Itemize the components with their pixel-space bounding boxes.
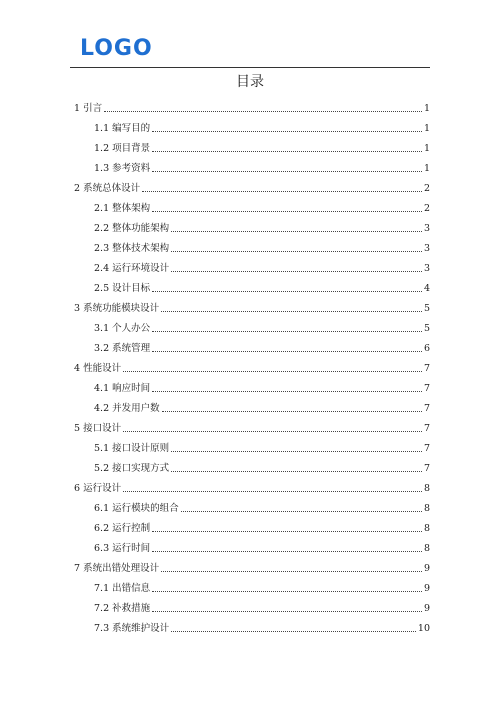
toc-entry-title: 2.2 整体功能架构: [94, 223, 170, 234]
toc-entry-title: 6 运行设计: [74, 483, 122, 494]
toc-entry[interactable]: [74, 95, 430, 115]
toc-dot-leader: [152, 391, 422, 392]
toc-entry[interactable]: [74, 575, 430, 595]
toc-entry[interactable]: [74, 535, 430, 555]
toc-dot-leader: [123, 371, 422, 372]
logo: LOGO: [80, 36, 153, 61]
toc-page-number: 2: [423, 183, 430, 194]
toc-dot-leader: [123, 491, 422, 492]
toc-dot-leader: [152, 151, 422, 152]
toc-page-number: 7: [423, 463, 430, 474]
toc-entry-title: 1.3 参考资料: [94, 163, 151, 174]
toc-dot-leader: [162, 411, 422, 412]
toc-dot-leader: [152, 531, 422, 532]
toc-entry[interactable]: [74, 455, 430, 475]
toc-entry-title: 7 系统出错处理设计: [74, 563, 160, 574]
toc-page-number: 8: [423, 543, 430, 554]
toc-page-number: 1: [423, 163, 430, 174]
toc-entry-title: 5.1 接口设计原则: [94, 443, 170, 454]
toc-entry[interactable]: [74, 315, 430, 335]
toc-entry-title: 5 接口设计: [74, 423, 122, 434]
toc-dot-leader: [152, 171, 422, 172]
toc-page-number: 4: [423, 283, 430, 294]
toc-entry-title: 2.4 运行环境设计: [94, 263, 170, 274]
toc-page-number: 10: [417, 623, 430, 634]
toc-entry-title: 2.1 整体架构: [94, 203, 151, 214]
toc-dot-leader: [123, 431, 422, 432]
toc-page-number: 1: [423, 123, 430, 134]
toc-page-number: 2: [423, 203, 430, 214]
toc-entry-title: 6.1 运行模块的组合: [94, 503, 179, 514]
toc-entry[interactable]: [74, 175, 430, 195]
toc-title: 目录: [236, 74, 264, 90]
toc-page-number: 1: [423, 103, 430, 114]
toc-entry-title: 4.2 并发用户数: [94, 403, 160, 414]
toc-entry-title: 3.2 系统管理: [94, 343, 151, 354]
toc-dot-leader: [171, 451, 422, 452]
toc-dot-leader: [152, 131, 422, 132]
toc-entry[interactable]: [74, 515, 430, 535]
toc-dot-leader: [171, 631, 416, 632]
toc-dot-leader: [152, 611, 422, 612]
toc-entry-title: 4.1 响应时间: [94, 383, 151, 394]
toc-dot-leader: [152, 591, 422, 592]
toc-entry[interactable]: [74, 295, 430, 315]
toc-entry-title: 3.1 个人办公: [94, 323, 151, 334]
toc-entry[interactable]: [74, 355, 430, 375]
toc-page-number: 8: [423, 523, 430, 534]
toc-entry[interactable]: [74, 615, 430, 635]
toc-page-number: 9: [423, 603, 430, 614]
toc-page-number: 8: [423, 503, 430, 514]
toc-entry[interactable]: [74, 375, 430, 395]
toc-entry[interactable]: [74, 255, 430, 275]
toc-entry-title: 7.3 系统维护设计: [94, 623, 170, 634]
toc-entry-title: 3 系统功能模块设计: [74, 303, 160, 314]
toc-entry[interactable]: [74, 115, 430, 135]
toc-entry-title: 1.1 编写目的: [94, 123, 151, 134]
toc-page-number: 7: [423, 363, 430, 374]
toc-entry[interactable]: [74, 275, 430, 295]
toc-page-number: 7: [423, 423, 430, 434]
header-divider: [70, 67, 430, 68]
toc-entry-title: 6.2 运行控制: [94, 523, 151, 534]
toc-entry-title: 4 性能设计: [74, 363, 122, 374]
toc-page-number: 5: [423, 303, 430, 314]
toc-entry[interactable]: [74, 435, 430, 455]
toc-entry-title: 6.3 运行时间: [94, 543, 151, 554]
toc-entry[interactable]: [74, 195, 430, 215]
toc-page-number: 3: [423, 263, 430, 274]
toc-dot-leader: [171, 251, 422, 252]
toc-entry[interactable]: [74, 135, 430, 155]
toc-entry-title: 2.3 整体技术架构: [94, 243, 170, 254]
toc-dot-leader: [171, 231, 422, 232]
toc-entry-title: 2.5 设计目标: [94, 283, 151, 294]
toc-entry[interactable]: [74, 415, 430, 435]
toc-entry-title: 1.2 项目背景: [94, 143, 151, 154]
toc-dot-leader: [152, 551, 422, 552]
toc-page-number: 7: [423, 443, 430, 454]
toc-page-number: 9: [423, 563, 430, 574]
toc-entry-title: 5.2 接口实现方式: [94, 463, 170, 474]
toc-entry[interactable]: [74, 335, 430, 355]
table-of-contents: [74, 95, 430, 635]
toc-entry[interactable]: [74, 155, 430, 175]
toc-dot-leader: [161, 571, 422, 572]
toc-entry[interactable]: [74, 215, 430, 235]
toc-entry[interactable]: [74, 475, 430, 495]
toc-dot-leader: [171, 271, 422, 272]
toc-entry-title: 7.2 补救措施: [94, 603, 151, 614]
toc-page-number: 7: [423, 403, 430, 414]
toc-page-number: 1: [423, 143, 430, 154]
toc-entry[interactable]: [74, 555, 430, 575]
toc-page-number: 8: [423, 483, 430, 494]
toc-entry-title: 7.1 出错信息: [94, 583, 151, 594]
toc-entry-title: 2 系统总体设计: [74, 183, 141, 194]
toc-dot-leader: [181, 511, 422, 512]
toc-page-number: 9: [423, 583, 430, 594]
toc-dot-leader: [152, 351, 422, 352]
toc-dot-leader: [152, 291, 422, 292]
toc-dot-leader: [152, 211, 422, 212]
toc-dot-leader: [142, 191, 422, 192]
toc-page-number: 6: [423, 343, 430, 354]
toc-page-number: 3: [423, 223, 430, 234]
toc-dot-leader: [171, 471, 422, 472]
toc-entry[interactable]: [74, 495, 430, 515]
toc-entry[interactable]: [74, 595, 430, 615]
toc-entry[interactable]: [74, 235, 430, 255]
toc-entry-title: 1 引言: [74, 103, 103, 114]
toc-entry[interactable]: [74, 395, 430, 415]
toc-page-number: 3: [423, 243, 430, 254]
toc-dot-leader: [152, 331, 422, 332]
toc-dot-leader: [161, 311, 422, 312]
toc-page-number: 5: [423, 323, 430, 334]
toc-page-number: 7: [423, 383, 430, 394]
toc-dot-leader: [104, 111, 422, 112]
